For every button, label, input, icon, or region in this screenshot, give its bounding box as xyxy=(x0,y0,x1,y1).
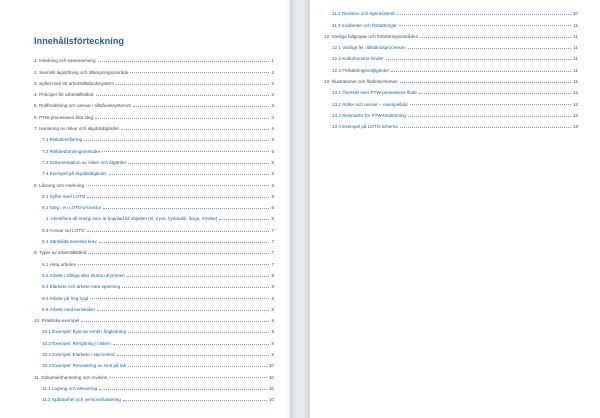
toc-entry[interactable] xyxy=(34,120,274,131)
toc-entry-page-number: 5 xyxy=(271,137,274,143)
toc-entry[interactable] xyxy=(34,357,274,368)
toc-entry[interactable] xyxy=(34,244,274,255)
toc-entry-label: 10.4 Exempel: Renovering av smö på tak xyxy=(42,363,127,369)
toc-leader-dots xyxy=(116,84,270,85)
toc-entry-label: 11.2 Spårbarhet och versionshantering xyxy=(42,397,121,403)
toc-leader-dots xyxy=(400,127,571,128)
toc-entry[interactable] xyxy=(34,131,274,142)
toc-entry-label: 9.3 Elarbete och arbete nära spänning xyxy=(42,284,121,290)
toc-entry-page-number: 2 xyxy=(271,92,274,98)
toc-entry-label: 11.1 Lagring och arkivering xyxy=(42,385,98,391)
toc-entry[interactable] xyxy=(34,210,274,221)
toc-entry[interactable] xyxy=(34,142,274,153)
toc-entry[interactable] xyxy=(324,61,578,72)
toc-entry-label: 11. Dokumenthantering och revision xyxy=(34,374,108,380)
toc-leader-dots xyxy=(99,389,267,390)
toc-entry-page-number: 10 xyxy=(572,11,578,17)
toc-entry-page-number: 12 xyxy=(572,101,578,107)
toc-entry[interactable] xyxy=(34,233,274,244)
toc-entry-page-number: 9 xyxy=(271,352,274,358)
toc-entry-label: 1. Inledning och sammanhang xyxy=(34,58,96,64)
toc-entry-label: 9. Typer av arbetstillstånd xyxy=(34,250,87,256)
toc-leader-dots xyxy=(408,116,571,117)
toc-entry-page-number: 6 xyxy=(271,182,274,188)
toc-entry[interactable] xyxy=(34,176,274,187)
toc-entry[interactable] xyxy=(34,278,274,289)
page-gutter xyxy=(290,0,310,418)
toc-leader-dots xyxy=(128,366,267,367)
toc-leader-dots xyxy=(99,242,270,243)
toc-entry-page-number: 7 xyxy=(271,239,274,245)
toc-entry[interactable] xyxy=(34,108,274,119)
toc-entry[interactable] xyxy=(34,289,274,300)
toc-leader-dots xyxy=(113,344,269,345)
toc-leader-dots xyxy=(81,321,269,322)
toc-entry-label: 11.4 Incidenter och förbättringar xyxy=(332,22,397,28)
toc-leader-dots xyxy=(103,208,269,209)
toc-entry-page-number: 6 xyxy=(271,159,274,165)
toc-entry-label: 7.1 Riskidentifiering xyxy=(42,137,83,143)
toc-entry-label: 6. PTW-processens åtta steg xyxy=(34,114,94,120)
toc-entry-page-number: 8 xyxy=(271,295,274,301)
toc-entry-label: 8. Låsning och märkning xyxy=(34,182,85,188)
toc-entry-page-number: 7 xyxy=(271,250,274,256)
toc-entry-label: 10.2 Exempel: Rengöring i cistern xyxy=(42,340,111,346)
toc-entry-page-number: 11 xyxy=(573,67,578,73)
toc-entry[interactable] xyxy=(324,95,578,106)
toc-title: Innehållsförteckning xyxy=(34,36,125,46)
toc-leader-dots xyxy=(420,37,571,38)
toc-leader-dots xyxy=(128,332,269,333)
toc-entry-page-number: 9 xyxy=(271,329,274,335)
toc-entry-label: 8.2 Steg i en LOTO-procedur xyxy=(42,205,102,211)
toc-entry[interactable] xyxy=(34,380,274,391)
toc-leader-dots xyxy=(95,118,269,119)
toc-entry-page-number: 9 xyxy=(271,318,274,324)
toc-entry[interactable] xyxy=(324,73,578,84)
toc-list-right xyxy=(324,5,578,129)
toc-entry-page-number: 6 xyxy=(271,171,274,177)
toc-entry-label: 12.2 Kulturbundna hinder xyxy=(332,56,384,62)
toc-entry-label: 13.4 Exempel på LOTO-schema xyxy=(332,124,398,130)
document-page-right xyxy=(310,0,600,418)
toc-leader-dots xyxy=(109,174,270,175)
toc-entry[interactable] xyxy=(324,39,578,50)
toc-leader-dots xyxy=(399,25,571,26)
toc-entry-page-number: 5 xyxy=(271,126,274,132)
toc-leader-dots xyxy=(90,298,269,299)
toc-entry-label: 7.3 Dokumentation av risker och åtgärder xyxy=(42,159,127,165)
toc-entry[interactable] xyxy=(34,391,274,402)
toc-leader-dots xyxy=(419,93,571,94)
toc-entry[interactable] xyxy=(34,323,274,334)
toc-entry[interactable] xyxy=(34,255,274,266)
toc-leader-dots xyxy=(396,14,570,15)
toc-leader-dots xyxy=(121,129,269,130)
toc-entry-page-number: 11 xyxy=(573,22,578,28)
toc-entry[interactable] xyxy=(34,63,274,74)
toc-entry-label: 13.1 Översikt över PTW-processens flöde xyxy=(332,90,417,96)
toc-entry-page-number: 10 xyxy=(268,363,274,369)
toc-entry[interactable] xyxy=(324,118,578,129)
toc-entry-label: 10.1 Exempel: Byte av ventil i ångledning xyxy=(42,329,127,335)
toc-entry[interactable] xyxy=(34,75,274,86)
toc-entry[interactable] xyxy=(34,221,274,232)
toc-entry[interactable] xyxy=(34,165,274,176)
toc-leader-dots xyxy=(123,400,267,401)
toc-entry-label: 10. Praktiska exempel xyxy=(34,318,80,324)
toc-leader-dots xyxy=(88,253,269,254)
toc-entry[interactable] xyxy=(34,334,274,345)
toc-entry-page-number: 6 xyxy=(271,193,274,199)
toc-entry-page-number: 10 xyxy=(268,397,274,403)
toc-entry[interactable] xyxy=(34,346,274,357)
toc-entry[interactable] xyxy=(34,301,274,312)
toc-entry[interactable] xyxy=(34,154,274,165)
toc-entry-page-number: 7 xyxy=(271,261,274,267)
toc-leader-dots xyxy=(408,48,571,49)
toc-entry-page-number: 6 xyxy=(271,205,274,211)
toc-entry-page-number: 3 xyxy=(271,103,274,109)
toc-entry[interactable] xyxy=(34,267,274,278)
toc-entry-label: 8.3 Ansvar vid LOTO xyxy=(42,227,85,233)
toc-entry[interactable] xyxy=(324,16,578,27)
toc-leader-dots xyxy=(84,140,269,141)
toc-entry-label: 9.1 Heta arbeten xyxy=(42,261,77,267)
toc-leader-dots xyxy=(87,197,269,198)
toc-leader-dots xyxy=(117,355,270,356)
toc-leader-dots xyxy=(109,377,267,378)
toc-entry-label: 11.3 Revision och egenkontroll xyxy=(332,11,395,17)
toc-entry[interactable] xyxy=(324,50,578,61)
toc-entry-label: 7. Hantering av risker och skyddsåtgärder xyxy=(34,126,120,132)
toc-entry-page-number: 12 xyxy=(572,90,578,96)
toc-entry-label: 7.4 Exempel på skyddsåtgärder xyxy=(42,171,107,177)
toc-leader-dots xyxy=(87,231,270,232)
toc-entry-page-number: 9 xyxy=(271,340,274,346)
toc-entry[interactable] xyxy=(34,199,274,210)
toc-entry-page-number: 7 xyxy=(271,227,274,233)
toc-entry-label: 12. Vanliga fallgropar och förbättringsområden xyxy=(324,33,419,39)
toc-entry[interactable] xyxy=(34,97,274,108)
toc-leader-dots xyxy=(102,151,269,152)
toc-entry-page-number: 2 xyxy=(271,80,274,86)
toc-entry-label: 9.5 Arbete med kemikalier xyxy=(42,306,96,312)
toc-leader-dots xyxy=(128,163,269,164)
toc-entry-label: 13. Illustrationer och flödesscheman xyxy=(324,79,398,85)
toc-list-left xyxy=(34,52,274,402)
toc-entry-page-number: 8 xyxy=(271,284,274,290)
toc-leader-dots xyxy=(98,61,270,62)
toc-entry-page-number: 8 xyxy=(271,306,274,312)
toc-leader-dots xyxy=(96,95,270,96)
toc-leader-dots xyxy=(130,72,269,73)
toc-entry-page-number: 4 xyxy=(271,114,274,120)
toc-leader-dots xyxy=(122,287,269,288)
toc-entry-label: 8.4 Särskilda svenska krav xyxy=(42,239,97,245)
toc-entry-label: 12.3 Förbättringsmöjligheter xyxy=(332,67,390,73)
toc-entry-page-number: 6 xyxy=(271,216,274,222)
toc-entry[interactable] xyxy=(34,368,274,379)
toc-entry[interactable] xyxy=(34,86,274,97)
toc-leader-dots xyxy=(127,276,270,277)
toc-entry[interactable] xyxy=(324,84,578,95)
toc-leader-dots xyxy=(410,104,571,105)
toc-entry-page-number: 1 xyxy=(271,58,274,64)
toc-entry-label: 9.4 Arbete på hög höjd xyxy=(42,295,89,301)
toc-entry-page-number: 11 xyxy=(573,45,578,51)
toc-leader-dots xyxy=(86,185,269,186)
toc-entry[interactable] xyxy=(34,188,274,199)
toc-entry-page-number: 13 xyxy=(572,124,578,130)
toc-entry[interactable] xyxy=(34,312,274,323)
toc-entry-page-number: 6 xyxy=(271,148,274,154)
toc-entry-label: 9.2 Arbete i trånga eller slutna utrymmen xyxy=(42,272,125,278)
toc-entry-page-number: 8 xyxy=(271,272,274,278)
toc-entry-label: 1. Identifiera all energi som är kopplad till objektet (el, tryck, hydraulik, ånga, rörelse) xyxy=(46,216,218,222)
toc-entry[interactable] xyxy=(34,52,274,63)
toc-entry-label: 13.3 Riskmatris för PTW-bedömning xyxy=(332,112,406,118)
toc-entry-label: 8.1 Syftet med LOTO xyxy=(42,193,86,199)
toc-entry-label: 10.3 Exempel: Elarbete i styrcentral xyxy=(42,352,115,358)
toc-leader-dots xyxy=(219,219,269,220)
toc-entry-page-number: 2 xyxy=(271,69,274,75)
toc-entry-page-number: 11 xyxy=(573,79,578,85)
toc-leader-dots xyxy=(97,310,269,311)
toc-leader-dots xyxy=(386,59,572,60)
toc-entry-label: 2. Svenskt lagstiftning och tillämpningsområde xyxy=(34,69,129,75)
document-page-left xyxy=(0,0,290,418)
toc-entry-label: 7.2 Riskbedömningsmetoder xyxy=(42,148,101,154)
toc-entry-label: 5. Rollfördelning och ansvar i tillståndssystemet xyxy=(34,103,131,109)
toc-entry-page-number: 10 xyxy=(268,385,274,391)
toc-leader-dots xyxy=(133,106,270,107)
toc-entry-label: 4. Principer för arbetstillstånd xyxy=(34,92,94,98)
toc-entry-page-number: 12 xyxy=(572,112,578,118)
toc-leader-dots xyxy=(400,82,572,83)
toc-entry[interactable] xyxy=(324,28,578,39)
toc-leader-dots xyxy=(78,264,269,265)
toc-entry-label: 12.1 Vanliga fel i tillståndsprocessen xyxy=(332,45,406,51)
toc-entry-page-number: 10 xyxy=(268,374,274,380)
toc-entry[interactable] xyxy=(324,5,578,16)
toc-entry[interactable] xyxy=(324,107,578,118)
toc-entry-label: 3. Syftet med ett arbetstillståndssystem xyxy=(34,80,114,86)
toc-entry-label: 13.2 Roller och ansvar – exempelbild xyxy=(332,101,408,107)
toc-entry-page-number: 11 xyxy=(573,33,578,39)
toc-entry-page-number: 11 xyxy=(573,56,578,62)
toc-leader-dots xyxy=(391,71,571,72)
